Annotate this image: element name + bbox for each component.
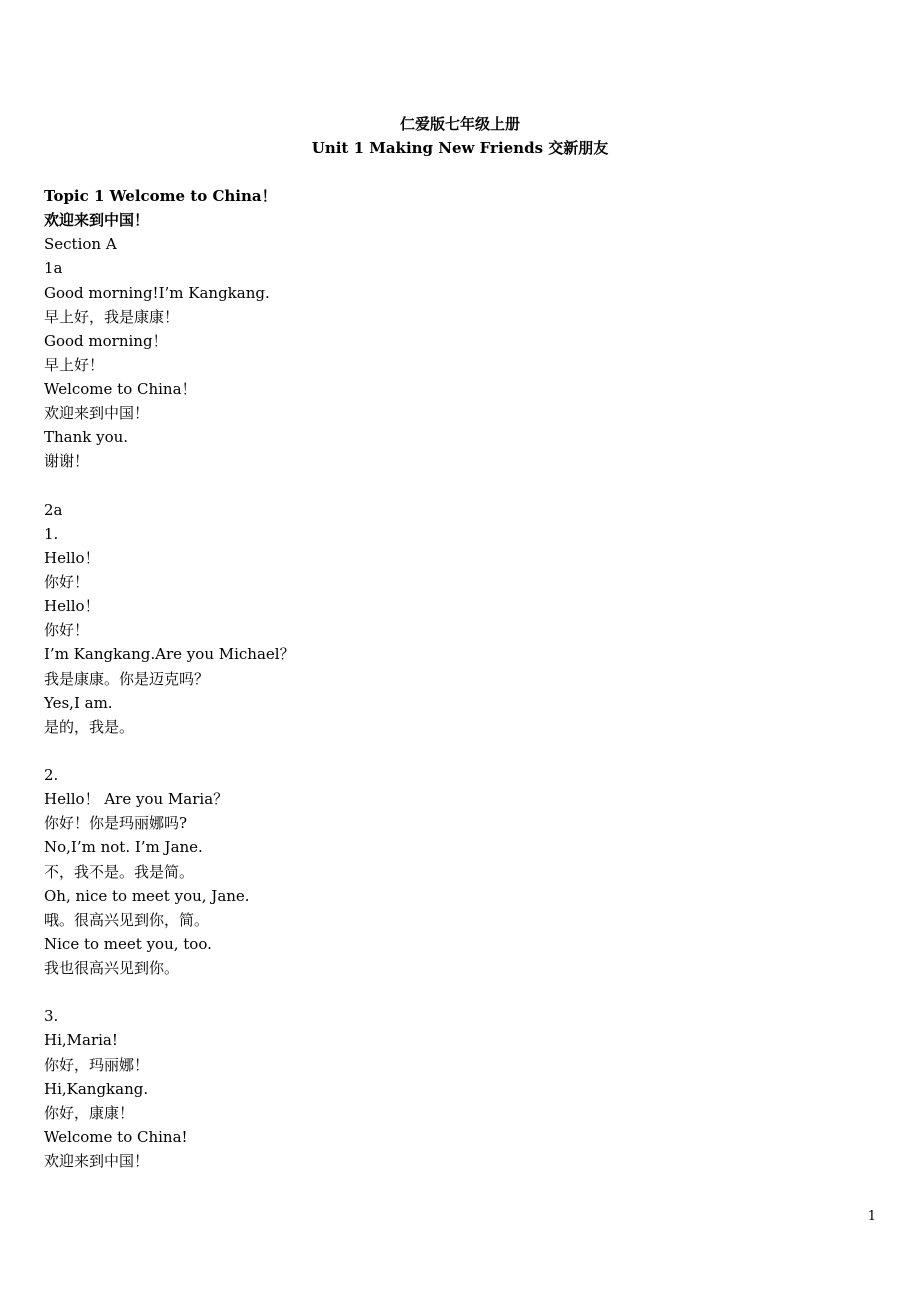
- page-number: 1: [867, 1209, 876, 1224]
- text-line: Hello！: [44, 548, 100, 567]
- document-subtitle: Unit 1 Making New Friends 交新朋友: [311, 139, 609, 157]
- text-line: Thank you.: [44, 428, 129, 447]
- text-line: Hi,Kangkang.: [44, 1079, 149, 1098]
- text-line: 你好！: [44, 621, 90, 640]
- text-line: 你好！: [44, 573, 90, 591]
- text-line: 是的，我是。: [44, 717, 135, 736]
- blank-line: [44, 739, 864, 763]
- text-line: 我是康康。你是迈克吗？: [44, 669, 210, 688]
- text-line: Welcome to China！: [44, 380, 197, 398]
- text-line: 早上好，我是康康！: [44, 307, 180, 326]
- text-line: Hi,Maria!: [44, 1031, 118, 1050]
- text-line: 哦。很高兴见到你，简。: [44, 910, 210, 929]
- text-line: 我也很高兴见到你。: [44, 959, 180, 977]
- blank-line: [44, 980, 864, 1004]
- text-line: Nice to meet you, too.: [44, 934, 212, 953]
- text-line: 欢迎来到中国！: [44, 1152, 150, 1170]
- text-line: 你好，玛丽娜！: [44, 1055, 150, 1074]
- text-line: Section A: [44, 235, 117, 254]
- text-line: 3.: [44, 1007, 59, 1026]
- text-line: No,I’m not. I’m Jane.: [44, 838, 203, 857]
- text-line: 你好！你是玛丽娜吗?: [44, 814, 188, 833]
- text-line: 谢谢！: [44, 452, 90, 471]
- text-line: Good morning!I’m Kangkang.: [44, 283, 270, 302]
- text-line: 欢迎来到中国！: [44, 211, 150, 230]
- text-line: 早上好！: [44, 355, 105, 374]
- text-line: 你好，康康！: [44, 1103, 135, 1122]
- blank-line: [44, 474, 864, 498]
- text-line: Topic 1 Welcome to China！: [44, 187, 277, 205]
- text-line: Hello！: [44, 597, 100, 616]
- text-line: 欢迎来到中国！: [44, 404, 150, 423]
- document-title: 仁爱版七年级上册: [399, 115, 520, 133]
- text-line: 2a: [44, 500, 63, 519]
- text-line: Welcome to China!: [44, 1127, 188, 1146]
- text-line: 1.: [44, 524, 59, 543]
- text-line: Hello！ Are you Maria？: [44, 790, 229, 809]
- text-line: 2.: [44, 766, 59, 784]
- text-line: 不，我不是。我是简。: [44, 862, 195, 881]
- text-line: Good morning！: [44, 331, 168, 350]
- text-line: Oh, nice to meet you, Jane.: [44, 886, 250, 905]
- text-line: I’m Kangkang.Are you Michael？: [44, 645, 295, 664]
- text-line: Yes,I am.: [44, 693, 113, 712]
- text-line: 1a: [44, 259, 63, 278]
- document-body: [44, 184, 864, 1173]
